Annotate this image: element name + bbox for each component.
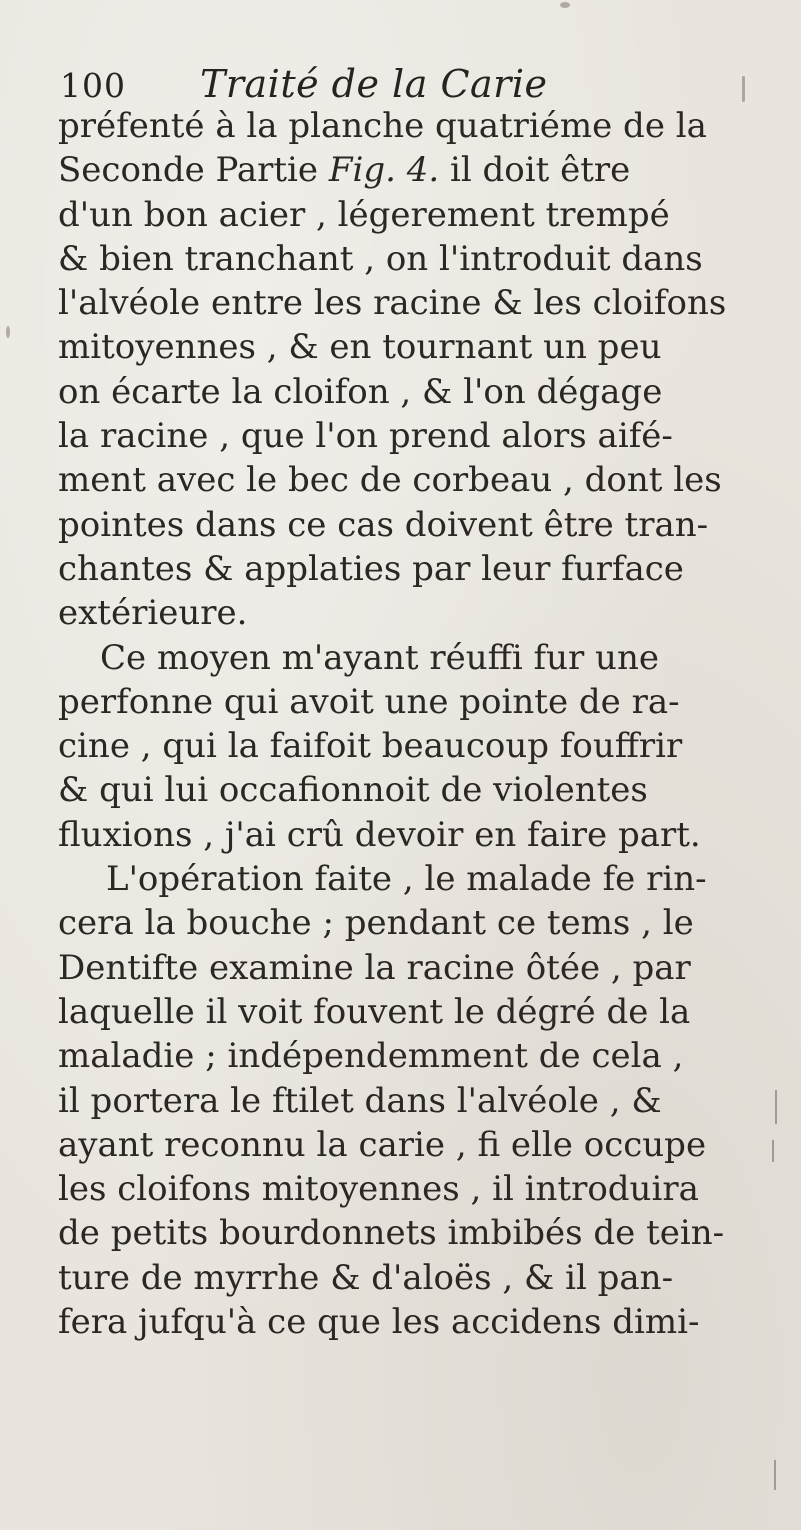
text-line-12: extérieure. (58, 593, 248, 634)
margin-pencil-mark (775, 1090, 777, 1124)
text-line-15: cine , qui la faifoit beaucoup fouffrir (58, 726, 683, 767)
text-line-28: fera jufqu'à ce que les accidens dimi- (58, 1302, 700, 1343)
text-line-14: perfonne qui avoit une pointe de ra- (58, 681, 680, 722)
text-run: il doit être (449, 150, 631, 191)
ink-speck (742, 76, 745, 102)
text-line-26: de petits bourdonnets imbibés de tein- (58, 1213, 725, 1254)
text-line-18: L'opération faite , le malade fe rin- (106, 859, 707, 900)
body-text (58, 104, 768, 1344)
text-line-17: fluxions , j'ai crû devoir en faire part. (58, 814, 701, 855)
text-line-2 (58, 148, 768, 192)
text-line-21: laquelle il voit fouvent le dégré de la (58, 991, 691, 1032)
text-line-23: il portera le ftilet dans l'alvéole , & (58, 1080, 662, 1121)
text-line-1: préfenté à la planche quatriéme de la (58, 106, 707, 146)
text-line-20: Dentifte examine la racine ôtée , par (58, 947, 691, 988)
text-line-25: les cloifons mitoyennes , il introduira (58, 1169, 699, 1210)
text-run: Seconde Partie (58, 150, 319, 191)
running-title: Traité de la Carie (200, 62, 548, 106)
text-line-8: la racine , que l'on prend alors aifé- (58, 416, 673, 457)
running-head (60, 62, 760, 108)
text-line-3: d'un bon acier , légerement trempé (58, 194, 670, 235)
text-line-11: chantes & applaties par leur furface (58, 548, 684, 589)
margin-pencil-mark (772, 1140, 774, 1162)
figure-reference: Fig. 4. (328, 150, 440, 191)
text-line-16: & qui lui occafionnoit de violentes (58, 770, 648, 811)
text-line-22: maladie ; indépendemment de cela , (58, 1036, 684, 1077)
ink-speck (6, 326, 10, 338)
page-number: 100 (60, 66, 126, 105)
text-line-24: ayant reconnu la carie , fi elle occupe (58, 1124, 707, 1165)
margin-pencil-mark (774, 1460, 776, 1490)
text-line-19: cera la bouche ; pendant ce tems , le (58, 903, 694, 944)
text-line-5: l'alvéole entre les racine & les cloifons (58, 283, 727, 324)
text-line-10: pointes dans ce cas doivent être tran- (58, 504, 709, 545)
text-line-7: on écarte la cloifon , & l'on dégage (58, 371, 663, 412)
text-line-6: mitoyennes , & en tournant un peu (58, 327, 662, 368)
text-line-9: ment avec le bec de corbeau , dont les (58, 460, 722, 501)
text-line-27: ture de myrrhe & d'aloës , & il pan- (58, 1257, 674, 1298)
ink-speck (560, 2, 570, 8)
text-line-4: & bien tranchant , on l'introduit dans (58, 238, 703, 279)
text-line-13: Ce moyen m'ayant réuffi fur une (100, 637, 659, 678)
